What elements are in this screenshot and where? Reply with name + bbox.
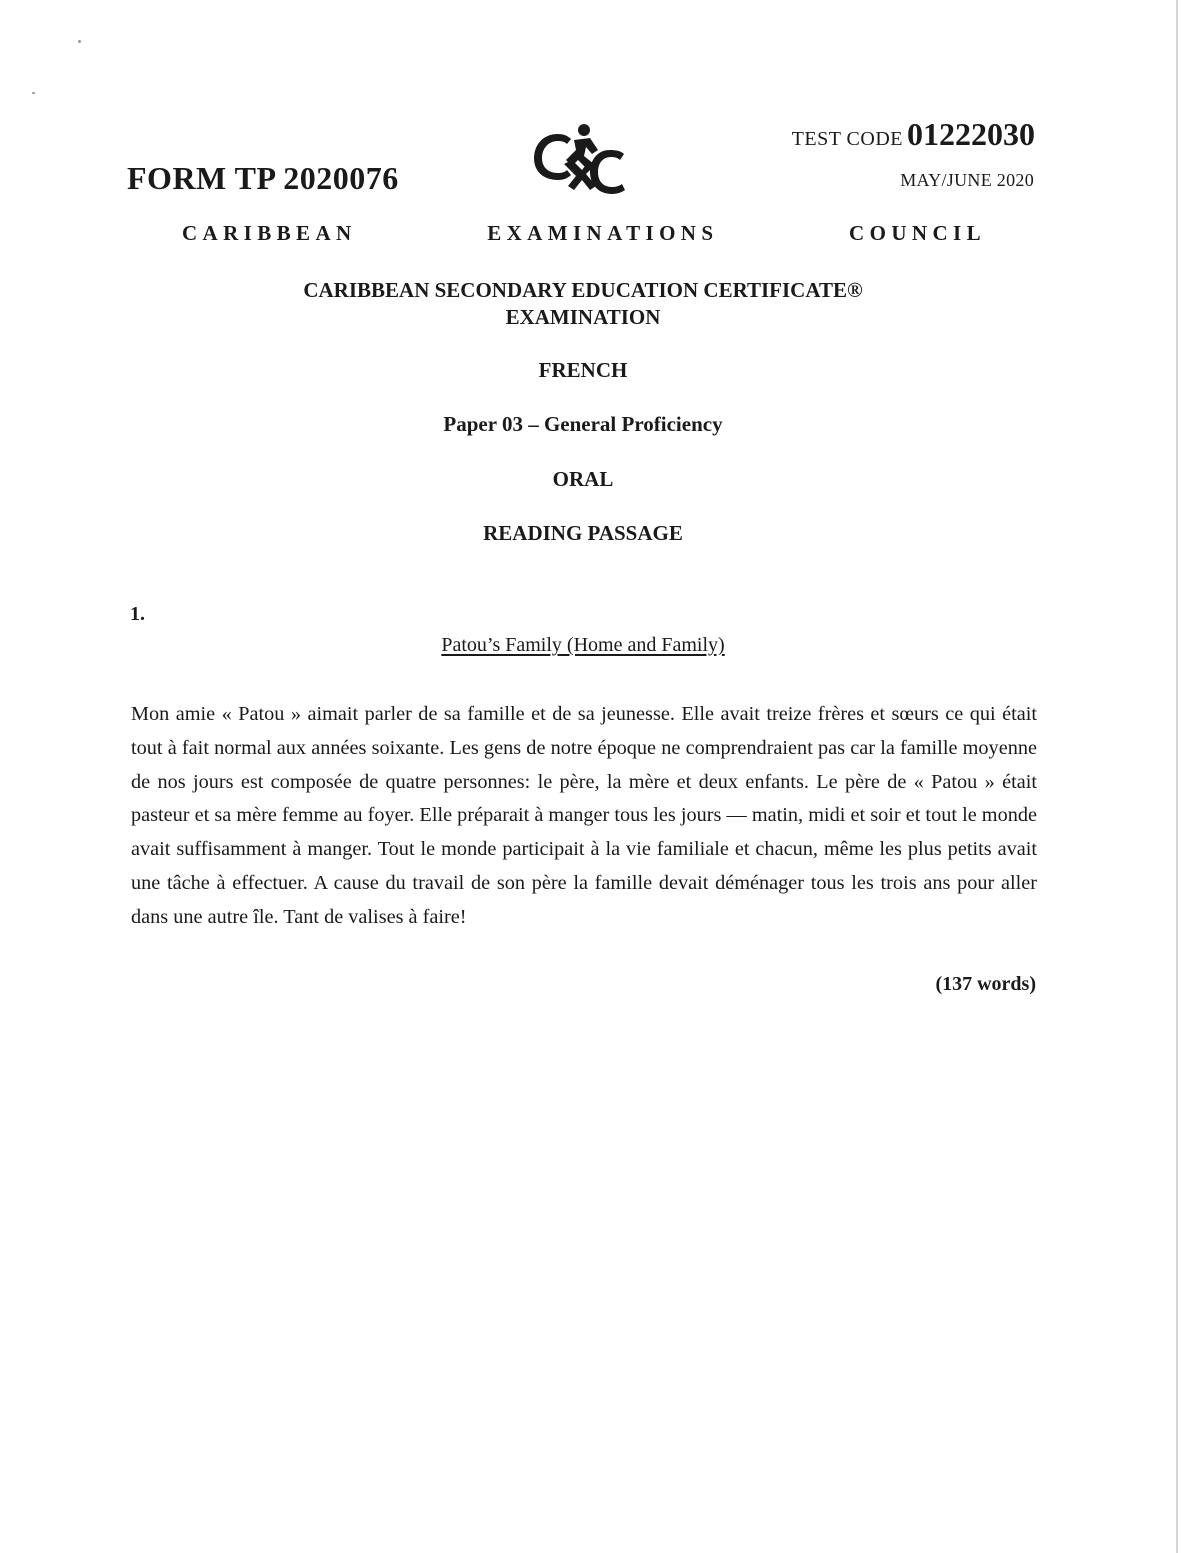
cxc-logo-icon [528, 120, 632, 200]
component-heading: ORAL [552, 467, 614, 491]
exam-date: MAY/JUNE 2020 [900, 170, 1034, 190]
test-code [792, 116, 1035, 153]
council-name [0, 221, 1200, 246]
certificate-title-line2: EXAMINATION [505, 305, 661, 329]
subject-heading: FRENCH [538, 358, 628, 382]
section-heading: READING PASSAGE [483, 521, 683, 545]
question-number: 1. [130, 603, 145, 625]
council-name-text: CARIBBEAN EXAMINATIONS COUNCIL [181, 221, 987, 245]
form-number: FORM TP 2020076 [127, 160, 399, 196]
word-count: (137 words) [935, 973, 1036, 995]
passage-title: Patou’s Family (Home and Family) [441, 634, 725, 656]
scan-speck [78, 40, 81, 43]
certificate-title [0, 277, 1166, 331]
test-code-label: TEST CODE [791, 128, 903, 150]
test-code-value: 01222030 [907, 116, 1035, 152]
certificate-title-line1: CARIBBEAN SECONDARY EDUCATION CERTIFICATE® [303, 278, 863, 302]
scan-speck [32, 92, 35, 94]
reading-passage: Mon amie « Patou » aimait parler de sa famille et de sa jeunesse. Elle avait treize frères et sœurs ce qui était tout à fait normal aux années soixante. Les gens de notre époque ne comprendraient pas car la famille moyenne de nos jours est composée de quatre personnes: le père, la mère et deux enfants. Le père de « Patou » était pasteur et sa mère femme au foyer. Elle préparait à manger tous les jours — matin, midi et soir et tout le monde avait suffisamment à manger. Tout le monde participait à la vie familiale et chacun, même les plus petits avait une tâche à effectuer. A cause du travail de son père la famille devait déménager tous les trois ans pour aller dans une autre île. Tant de valises à faire! [131, 703, 1037, 928]
paper-heading: Paper 03 – General Proficiency [443, 412, 723, 436]
